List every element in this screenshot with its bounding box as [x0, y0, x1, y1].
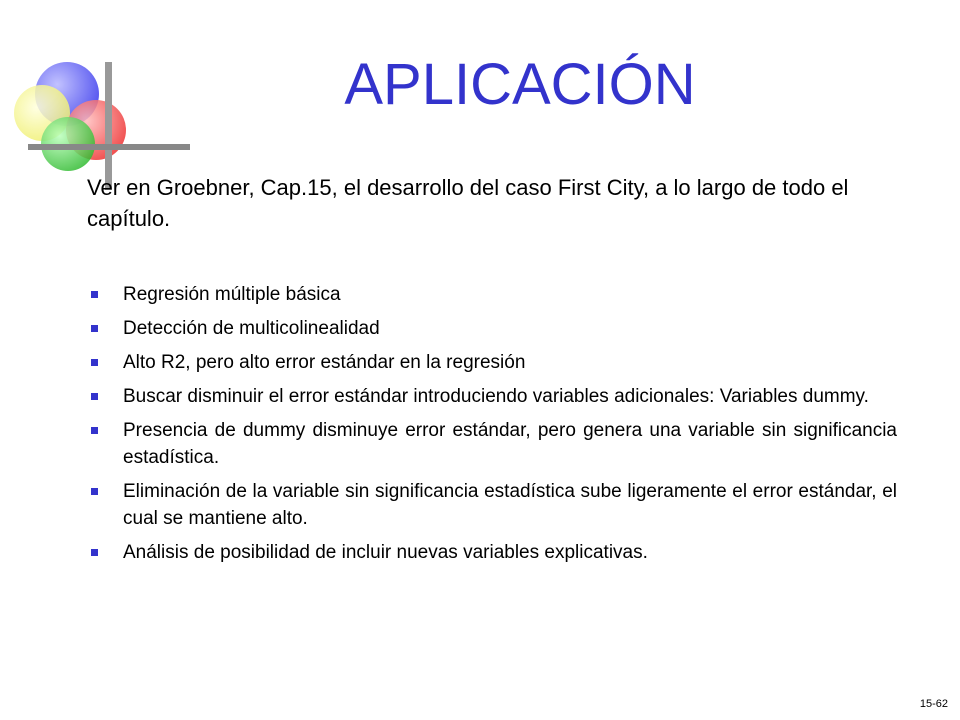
square-bullet-icon [91, 393, 98, 400]
square-bullet-icon [91, 427, 98, 434]
bullet-text: Regresión múltiple básica [123, 284, 341, 305]
bullet-item [87, 349, 897, 376]
bullet-item [87, 539, 897, 566]
bullet-item [87, 478, 897, 532]
bullet-text: Presencia de dummy disminuye error estándar, pero genera una variable sin significancia estadística. [123, 420, 897, 468]
square-bullet-icon [91, 488, 98, 495]
bullet-item [87, 417, 897, 471]
slide-title: APLICACIÓN [344, 52, 696, 117]
bullet-item [87, 281, 897, 308]
page-number: 15-62 [919, 698, 948, 710]
logo-vertical-line [105, 62, 112, 190]
square-bullet-icon [91, 359, 98, 366]
square-bullet-icon [91, 325, 98, 332]
bullet-item [87, 315, 897, 342]
bullet-text: Análisis de posibilidad de incluir nuevas variables explicativas. [123, 542, 648, 563]
bullet-text: Detección de multicolinealidad [123, 318, 380, 339]
bullet-text: Eliminación de la variable sin significancia estadística sube ligeramente el error estándar, el cual se mantiene alto. [123, 481, 897, 529]
bullet-text: Alto R2, pero alto error estándar en la regresión [123, 352, 526, 373]
logo-horizontal-line [28, 144, 190, 150]
bullet-item [87, 383, 897, 410]
square-bullet-icon [91, 291, 98, 298]
intro-text: Ver en Groebner, Cap.15, el desarrollo del caso First City, a lo largo de todo el capítulo. [87, 175, 849, 231]
decorative-circles-logo [0, 50, 190, 190]
bullet-text: Buscar disminuir el error estándar introduciendo variables adicionales: Variables dummy. [123, 386, 869, 407]
bullet-list [87, 281, 897, 573]
square-bullet-icon [91, 549, 98, 556]
